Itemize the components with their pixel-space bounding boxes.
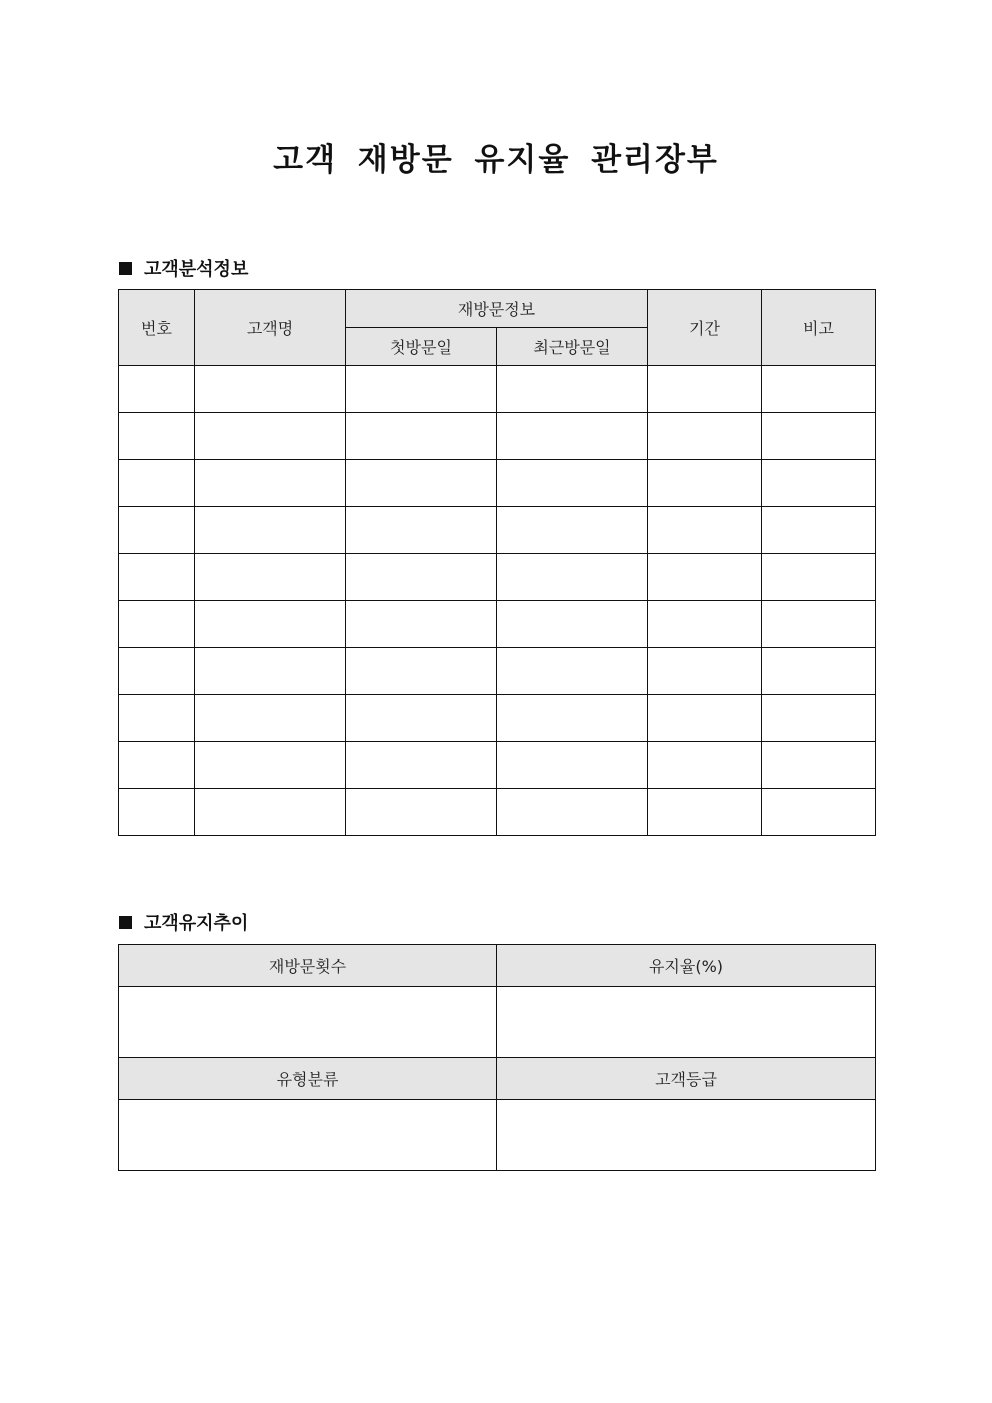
cell-note[interactable] bbox=[762, 460, 876, 507]
table-row bbox=[119, 648, 876, 695]
cell-number[interactable] bbox=[119, 507, 195, 554]
document-title: 고객 재방문 유지율 관리장부 bbox=[273, 142, 719, 178]
cell-first-visit[interactable] bbox=[346, 413, 497, 460]
table-row bbox=[119, 695, 876, 742]
cell-number[interactable] bbox=[119, 648, 195, 695]
cell-customer-name[interactable] bbox=[195, 460, 346, 507]
cell-note[interactable] bbox=[762, 554, 876, 601]
header-period: 기간 bbox=[648, 290, 762, 366]
header-note: 비고 bbox=[762, 290, 876, 366]
cell-recent-visit[interactable] bbox=[497, 648, 648, 695]
cell-note[interactable] bbox=[762, 366, 876, 413]
cell-revisit-count[interactable] bbox=[119, 987, 497, 1058]
cell-note[interactable] bbox=[762, 507, 876, 554]
cell-recent-visit[interactable] bbox=[497, 460, 648, 507]
cell-number[interactable] bbox=[119, 460, 195, 507]
cell-recent-visit[interactable] bbox=[497, 695, 648, 742]
cell-type-classification[interactable] bbox=[119, 1100, 497, 1171]
cell-period[interactable] bbox=[648, 366, 762, 413]
cell-period[interactable] bbox=[648, 789, 762, 836]
cell-first-visit[interactable] bbox=[346, 554, 497, 601]
header-type-classification: 유형분류 bbox=[119, 1058, 497, 1100]
cell-recent-visit[interactable] bbox=[497, 413, 648, 460]
table-row bbox=[119, 742, 876, 789]
cell-customer-name[interactable] bbox=[195, 648, 346, 695]
cell-period[interactable] bbox=[648, 554, 762, 601]
cell-customer-name[interactable] bbox=[195, 413, 346, 460]
cell-period[interactable] bbox=[648, 460, 762, 507]
cell-customer-name[interactable] bbox=[195, 601, 346, 648]
cell-first-visit[interactable] bbox=[346, 601, 497, 648]
cell-period[interactable] bbox=[648, 413, 762, 460]
cell-first-visit[interactable] bbox=[346, 507, 497, 554]
section-heading-label: 고객분석정보 bbox=[144, 259, 249, 280]
cell-note[interactable] bbox=[762, 601, 876, 648]
cell-recent-visit[interactable] bbox=[497, 601, 648, 648]
cell-note[interactable] bbox=[762, 742, 876, 789]
cell-first-visit[interactable] bbox=[346, 460, 497, 507]
cell-period[interactable] bbox=[648, 601, 762, 648]
cell-first-visit[interactable] bbox=[346, 789, 497, 836]
cell-first-visit[interactable] bbox=[346, 695, 497, 742]
cell-number[interactable] bbox=[119, 695, 195, 742]
header-customer-name: 고객명 bbox=[195, 290, 346, 366]
cell-first-visit[interactable] bbox=[346, 742, 497, 789]
header-revisit-count: 재방문횟수 bbox=[119, 945, 497, 987]
table-row bbox=[119, 507, 876, 554]
table-row bbox=[119, 460, 876, 507]
cell-note[interactable] bbox=[762, 413, 876, 460]
cell-customer-name[interactable] bbox=[195, 507, 346, 554]
cell-recent-visit[interactable] bbox=[497, 742, 648, 789]
cell-period[interactable] bbox=[648, 507, 762, 554]
cell-recent-visit[interactable] bbox=[497, 366, 648, 413]
cell-number[interactable] bbox=[119, 789, 195, 836]
cell-number[interactable] bbox=[119, 413, 195, 460]
table-row bbox=[119, 554, 876, 601]
table-row bbox=[119, 413, 876, 460]
cell-recent-visit[interactable] bbox=[497, 507, 648, 554]
cell-note[interactable] bbox=[762, 789, 876, 836]
table-row bbox=[119, 601, 876, 648]
cell-customer-name[interactable] bbox=[195, 366, 346, 413]
cell-number[interactable] bbox=[119, 742, 195, 789]
cell-note[interactable] bbox=[762, 648, 876, 695]
cell-period[interactable] bbox=[648, 742, 762, 789]
customer-retention-table bbox=[118, 944, 876, 1171]
cell-number[interactable] bbox=[119, 366, 195, 413]
table-row bbox=[119, 366, 876, 413]
section-heading-label: 고객유지추이 bbox=[144, 913, 249, 934]
header-retention-rate: 유지율(%) bbox=[497, 945, 876, 987]
header-revisit-info: 재방문정보 bbox=[346, 290, 648, 328]
cell-period[interactable] bbox=[648, 695, 762, 742]
cell-first-visit[interactable] bbox=[346, 648, 497, 695]
customer-analysis-table bbox=[118, 289, 876, 836]
cell-customer-name[interactable] bbox=[195, 695, 346, 742]
cell-customer-name[interactable] bbox=[195, 554, 346, 601]
section-heading-customer-analysis bbox=[119, 255, 248, 281]
cell-period[interactable] bbox=[648, 648, 762, 695]
header-first-visit: 첫방문일 bbox=[346, 328, 497, 366]
table-row bbox=[119, 789, 876, 836]
cell-recent-visit[interactable] bbox=[497, 554, 648, 601]
cell-note[interactable] bbox=[762, 695, 876, 742]
cell-number[interactable] bbox=[119, 601, 195, 648]
cell-first-visit[interactable] bbox=[346, 366, 497, 413]
cell-customer-grade[interactable] bbox=[497, 1100, 876, 1171]
header-customer-grade: 고객등급 bbox=[497, 1058, 876, 1100]
header-number: 번호 bbox=[119, 290, 195, 366]
section-heading-customer-retention bbox=[119, 909, 248, 935]
cell-customer-name[interactable] bbox=[195, 742, 346, 789]
cell-number[interactable] bbox=[119, 554, 195, 601]
header-recent-visit: 최근방문일 bbox=[497, 328, 648, 366]
square-bullet-icon bbox=[119, 916, 132, 929]
cell-retention-rate[interactable] bbox=[497, 987, 876, 1058]
cell-recent-visit[interactable] bbox=[497, 789, 648, 836]
square-bullet-icon bbox=[119, 262, 132, 275]
cell-customer-name[interactable] bbox=[195, 789, 346, 836]
